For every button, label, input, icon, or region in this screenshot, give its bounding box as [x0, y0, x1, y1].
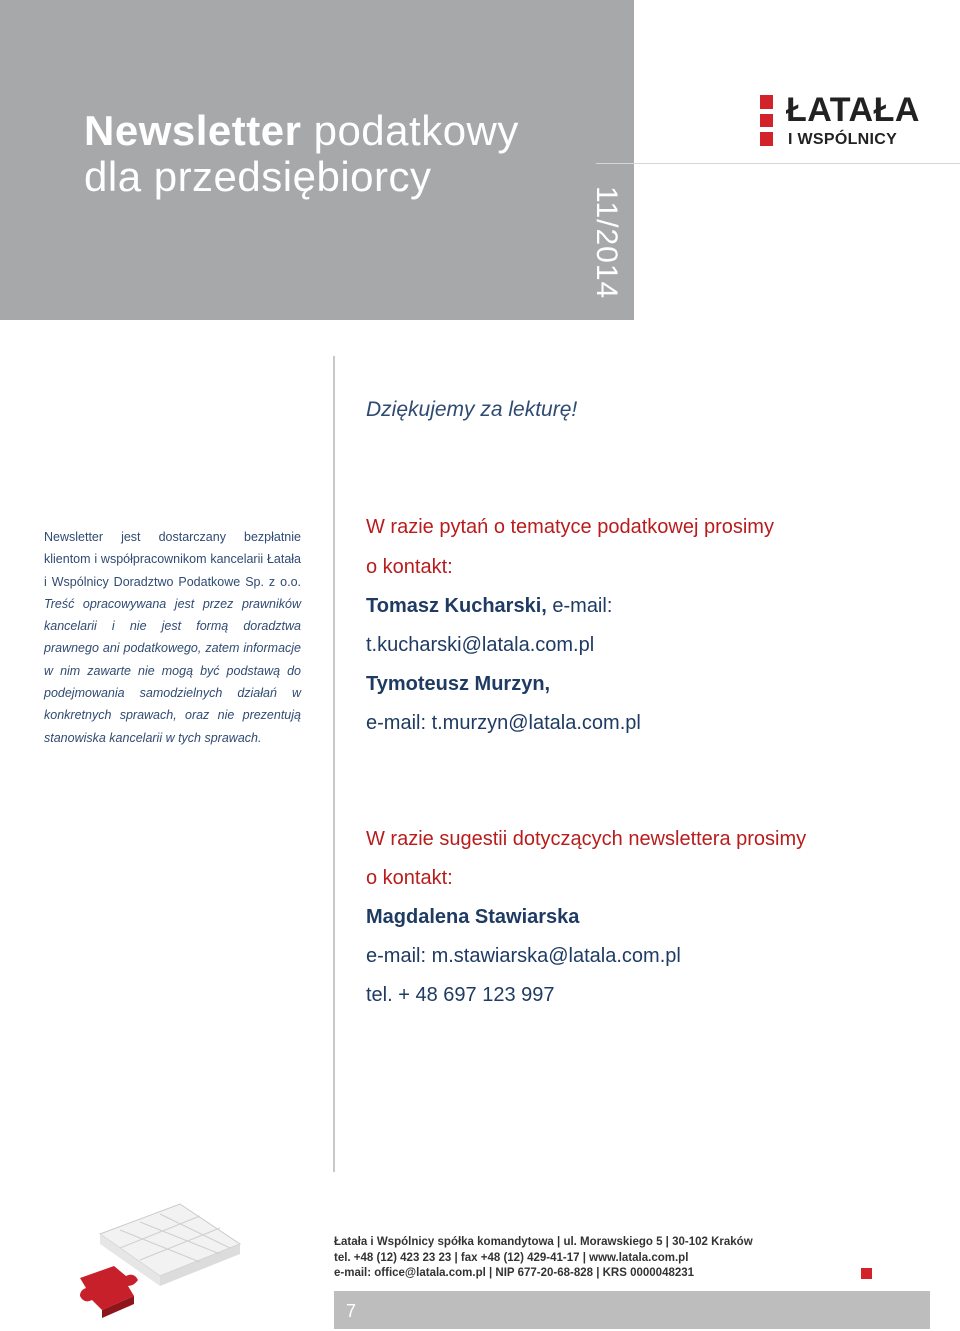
issue-label: 11/2014 — [590, 186, 623, 300]
company-phone-web: tel. +48 (12) 423 23 23 | fax +48 (12) 429-41-17 | www.latala.com.pl — [334, 1251, 689, 1264]
header-divider — [596, 163, 960, 164]
puzzle-icon — [68, 1196, 248, 1330]
person1-email-label: e-mail: — [546, 595, 613, 617]
company-address: Łatała i Wspólnicy spółka komandytowa | ul. Morawskiego 5 | 30-102 Kraków — [334, 1236, 753, 1248]
brand-square-icon — [861, 1268, 872, 1279]
contact-person-3-email[interactable]: e-mail: m.stawiarska@latala.com.pl — [366, 945, 681, 967]
disclaimer-part2: Treść opracowywana jest przez prawników kancelarii i nie jest formą doradztwa prawnego ani podatkowego, zatem informacje w nim zawarte nie mogą być podstawą do podejmowania samodzielnych działań w konkretnych sprawach, oraz nie prezentują stanowiska kancelarii w tych sprawach. — [44, 596, 301, 745]
contact-person-3-name: Magdalena Stawiarska — [366, 906, 580, 928]
issue-number — [583, 186, 623, 300]
column-divider — [333, 356, 335, 1172]
tax-contact-intro-2: o kontakt: — [366, 556, 453, 578]
logo-subtitle: I WSPÓLNICY — [788, 131, 898, 148]
page-footer-bar — [334, 1291, 930, 1329]
title-bold: Newsletter — [84, 107, 302, 154]
header-banner — [0, 0, 634, 320]
person2-email[interactable]: e-mail: t.murzyn@latala.com.pl — [366, 712, 641, 734]
newsletter-contact-intro: W razie sugestii dotyczących newslettera prosimy — [366, 828, 807, 850]
person1-email[interactable]: t.kucharski@latala.com.pl — [366, 634, 595, 656]
newsletter-subtitle: dla przedsiębiorcy — [84, 153, 432, 200]
thanks-message: Dziękujemy za lekturę! — [366, 398, 578, 421]
logo-name: ŁATAŁA — [786, 91, 920, 129]
contact-person-3-phone: tel. + 48 697 123 997 — [366, 984, 555, 1006]
company-email-ids: e-mail: office@latala.com.pl | NIP 677-20-68-828 | KRS 0000048231 — [334, 1267, 695, 1279]
company-info — [334, 1235, 753, 1282]
tax-contact-intro: W razie pytań o tematyce podatkowej prosimy — [366, 516, 774, 538]
person1-name: Tomasz Kucharski, — [366, 595, 547, 617]
person2-name: Tymoteusz Murzyn, — [366, 673, 551, 695]
title-rest: podatkowy — [313, 107, 519, 154]
contact-person-1 — [366, 595, 612, 618]
page-number: 7 — [346, 1301, 357, 1321]
newsletter-title — [84, 108, 519, 200]
newsletter-contact-intro-2: o kontakt: — [366, 867, 453, 889]
disclaimer-part1: Newsletter jest dostarczany bezpłatnie klientom i współpracownikom kancelarii Łatała i Wspólnicy Doradztwo Podatkowe Sp. z o.o. — [44, 530, 301, 589]
disclaimer — [44, 526, 301, 749]
